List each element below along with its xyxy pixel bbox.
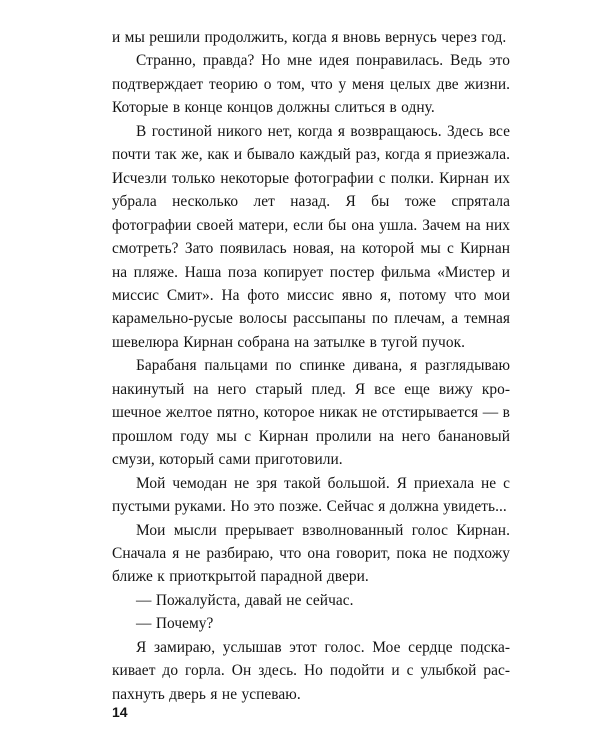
body-text: [112, 26, 510, 706]
dialogue-line-2: — Почему?: [136, 615, 214, 633]
paragraph-6: Мои мысли прерывает взволнованный голос Кирнан. Сначала я не разбираю, что она говорит, пока не подхожу ближе к приоткрытой парадной двери.: [112, 521, 510, 586]
paragraph-7: Я замираю, услышав этот голос. Мое сердце подскакивает до горла. Он здесь. Но подойти и с улыбкой распахнуть дверь я не успеваю.: [112, 638, 510, 703]
dialogue-line-1: — Пожалуйста, давай не сейчас.: [136, 591, 354, 609]
paragraph-3: В гостиной никого нет, когда я возвращаюсь. Здесь все почти так же, как и бывало каждый раз, когда я приезжала. Исчезли только некоторые фотографии с полки. Кирнан их убрала несколько лет назад. Я бы тоже спрятала фотографии своей матери, если бы она ушла. Зачем на них смотреть? Зато появилась новая, на которой мы с Кирнан на пляже. Наша поза копирует постер фильма «Мистер и миссис Смит». На фото миссис явно я, потому что мои карамельно-русые волосы рассыпаны по плечам, а темная шевелюра Кирнан собрана на затылке в тугой пучок.: [112, 122, 510, 351]
paragraph-5: Мой чемодан не зря такой большой. Я приехала не с пустыми руками. Но это позже. Сейчас я должна увидеть...: [112, 474, 510, 516]
paragraph-1: и мы решили продолжить, когда я вновь вернусь через год.: [112, 29, 507, 46]
paragraph-2: Странно, правда? Но мне идея понравилась. Ведь это подтверждает теорию о том, что у меня целых две жизни. Которые в конце концов должны слиться в одну.: [112, 52, 510, 117]
paragraph-4: Барабаня пальцами по спинке дивана, я разглядываю накинутый на него старый плед. Я все еще вижу крошечное желтое пятно, которое никак не отстирывается — в прошлом году мы с Кирнан пролили на него банановый смузи, который сами приготовили.: [112, 357, 510, 469]
page-number: 14: [112, 704, 128, 720]
